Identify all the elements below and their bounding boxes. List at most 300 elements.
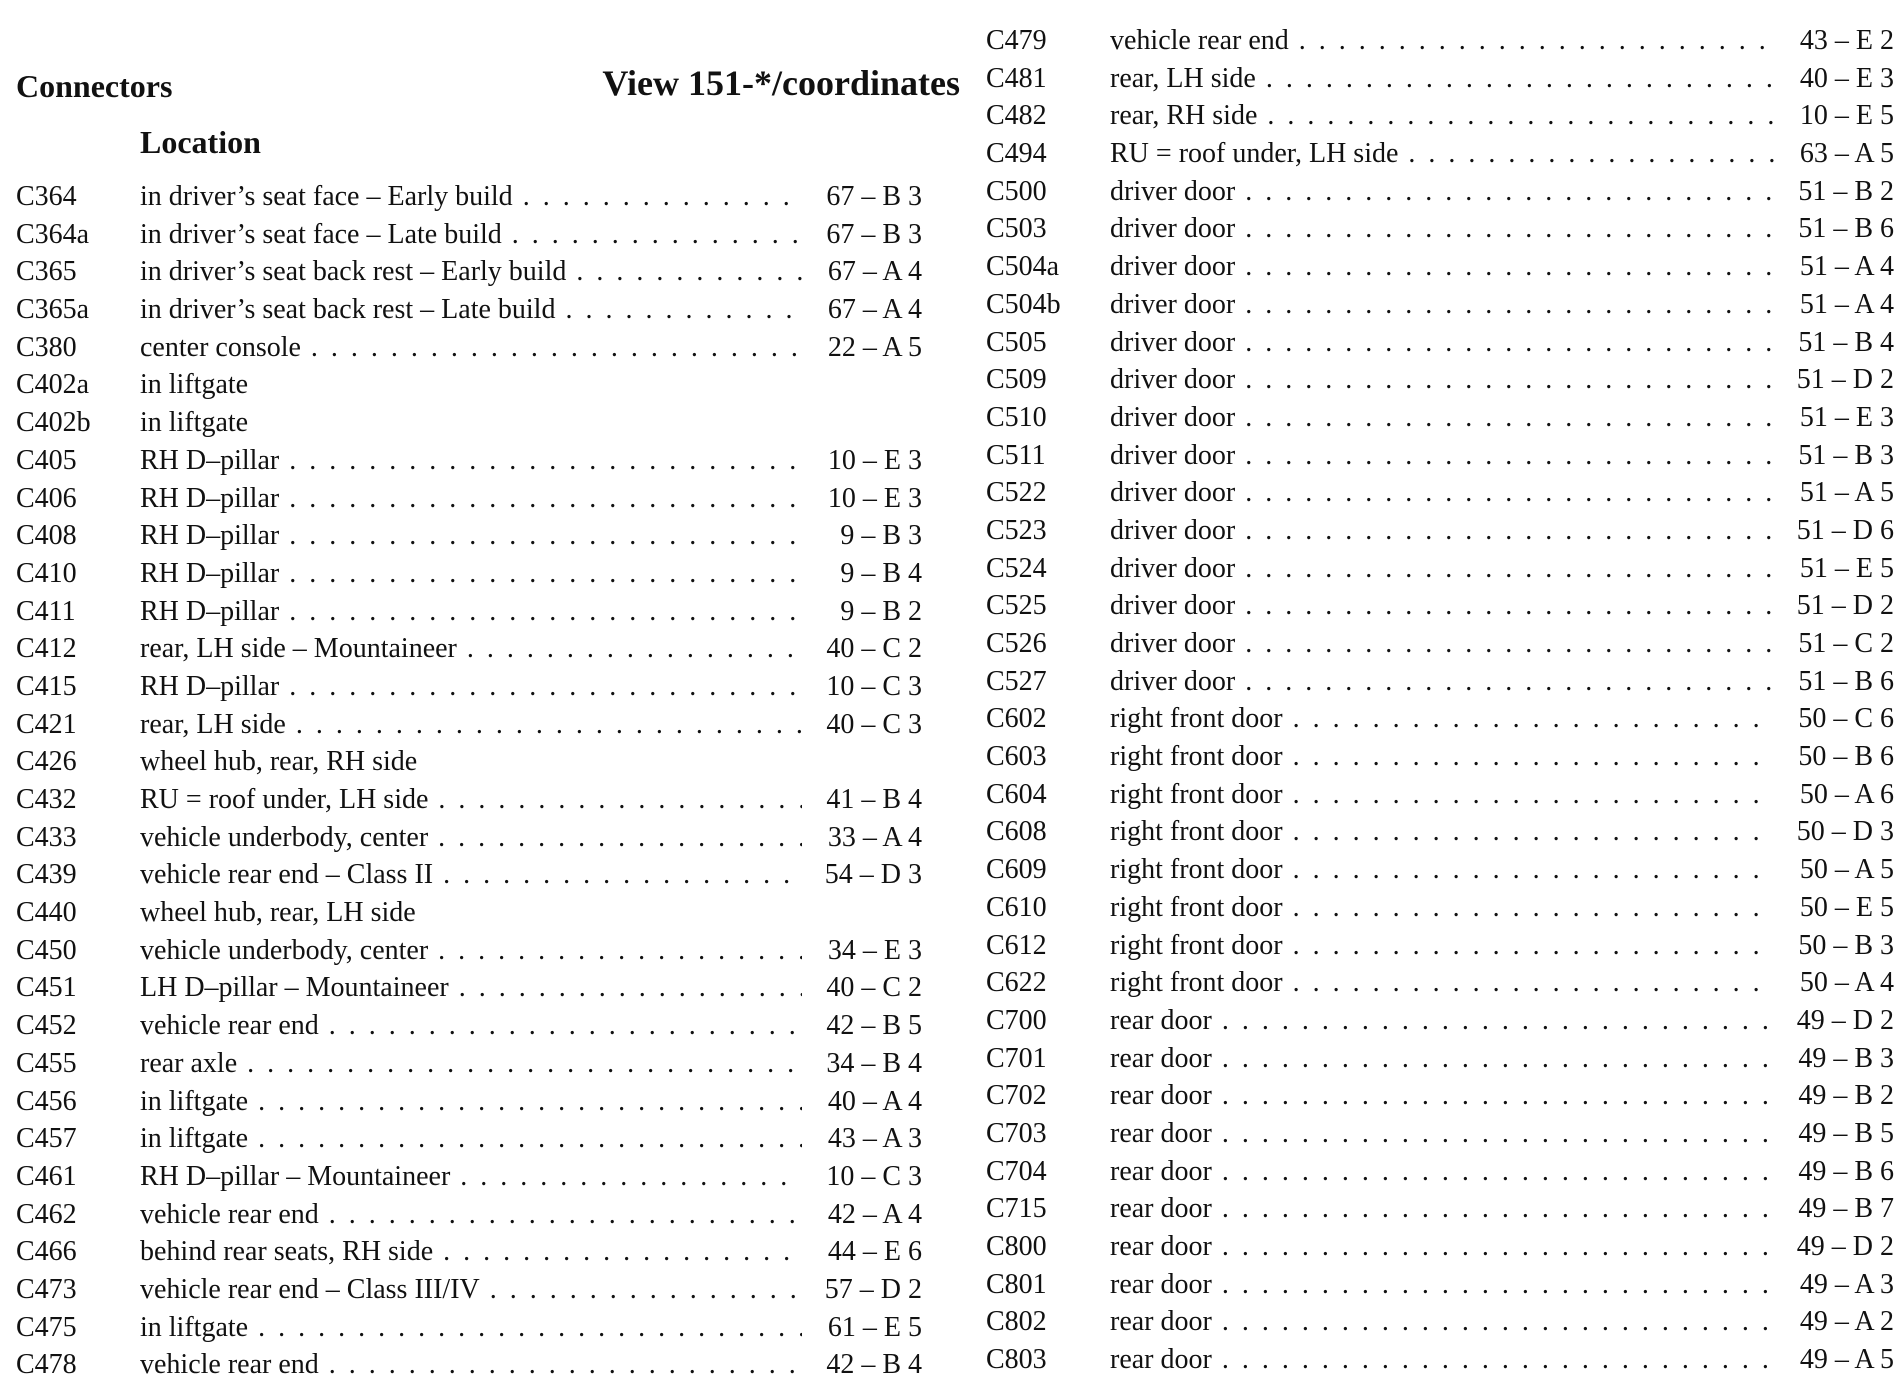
connector-location-cell: [140, 483, 814, 515]
connector-code: C702: [986, 1080, 1047, 1112]
connector-coordinates: 67 – A 4: [827, 294, 922, 326]
connector-code: C402b: [16, 407, 91, 439]
connector-location: vehicle rear end: [1110, 25, 1289, 56]
connector-location: vehicle underbody, center: [140, 821, 429, 853]
connector-location: rear, LH side: [140, 708, 286, 740]
connector-row: [986, 477, 1894, 515]
connector-location-cell: [1110, 1231, 1786, 1263]
connector-coordinates: 67 – B 3: [826, 181, 922, 212]
connector-row: [986, 1193, 1894, 1231]
dot-leader: [1293, 703, 1774, 735]
connector-location-cell: [1110, 1344, 1786, 1376]
connector-location-cell: [140, 256, 814, 288]
connector-code: C455: [16, 1047, 77, 1079]
connector-code: C402a: [16, 369, 90, 401]
connector-row: [16, 1010, 922, 1048]
connector-location-cell: [1110, 402, 1786, 434]
connector-location-cell: [1110, 892, 1786, 924]
dot-leader: [1293, 779, 1774, 811]
dot-leader: [438, 935, 802, 967]
connector-row: [986, 1344, 1894, 1382]
connector-coordinates: 50 – A 4: [1799, 967, 1894, 999]
connector-row: [986, 628, 1894, 666]
connector-coordinates: 61 – E 5: [827, 1311, 922, 1343]
connector-code: C523: [986, 514, 1047, 546]
connector-code: C421: [16, 708, 77, 740]
connector-location-cell: [1110, 590, 1786, 622]
connector-coordinates: 49 – B 5: [1798, 1117, 1894, 1149]
connector-location: right front door: [1110, 741, 1283, 773]
connector-location: driver door: [1110, 364, 1236, 396]
connector-coordinates: 34 – E 3: [827, 934, 922, 966]
dot-leader: [1293, 967, 1774, 999]
connector-location: in liftgate: [140, 369, 249, 401]
connector-coordinates: 49 – D 2: [1796, 1004, 1894, 1036]
connector-location: rear door: [1110, 1193, 1212, 1225]
dot-leader: [443, 1236, 802, 1268]
connector-row: [16, 1123, 922, 1161]
connector-code: C432: [16, 784, 77, 815]
connector-location-cell: [140, 859, 814, 891]
connector-location-cell: [140, 558, 814, 590]
connector-location: in liftgate: [140, 1311, 249, 1343]
connector-code: C715: [986, 1193, 1047, 1225]
connector-location-cell: [1110, 327, 1786, 359]
connector-code: C482: [986, 100, 1047, 132]
connector-location: in driver’s seat face – Early build: [140, 181, 513, 212]
connector-row: [16, 1236, 922, 1274]
connector-location-cell: [1110, 138, 1786, 170]
dot-leader: [289, 558, 802, 590]
connector-location: vehicle rear end: [140, 1198, 319, 1230]
connector-code: C505: [986, 326, 1047, 358]
connector-code: C504a: [986, 251, 1060, 283]
connector-row: [16, 671, 922, 709]
connector-row: [986, 892, 1894, 930]
dot-leader: [247, 1048, 802, 1080]
dot-leader: [1245, 251, 1774, 283]
connector-row: [986, 327, 1894, 365]
dot-leader: [1293, 816, 1774, 848]
dot-leader: [1408, 138, 1774, 170]
connector-coordinates: 50 – B 3: [1798, 929, 1894, 961]
connector-location: in liftgate: [140, 1085, 249, 1117]
dot-leader: [311, 332, 802, 364]
dot-leader: [1222, 1231, 1774, 1263]
connector-location-cell: [1110, 289, 1786, 321]
connector-code: C473: [16, 1273, 77, 1305]
dot-leader: [1245, 289, 1774, 321]
connector-location: right front door: [1110, 854, 1283, 886]
connector-coordinates: 51 – B 4: [1798, 326, 1894, 358]
connector-row: [16, 1349, 922, 1387]
dot-leader: [1245, 176, 1774, 208]
connector-code: C527: [986, 665, 1047, 697]
connector-coordinates: 51 – B 6: [1798, 665, 1894, 697]
connector-code: C408: [16, 520, 77, 552]
connector-coordinates: 49 – A 5: [1799, 1344, 1894, 1376]
connector-code: C462: [16, 1198, 77, 1230]
dot-leader: [1222, 1005, 1774, 1037]
connector-coordinates: 10 – C 3: [826, 1160, 922, 1192]
connector-code: C704: [986, 1155, 1047, 1187]
connector-location-cell: [1110, 1118, 1786, 1150]
connector-coordinates: 10 – E 3: [827, 482, 922, 514]
connector-row: [986, 1269, 1894, 1307]
connector-code: C365: [16, 256, 77, 288]
connector-coordinates: 33 – A 4: [827, 821, 922, 853]
connector-code: C478: [16, 1349, 77, 1381]
connector-location: vehicle rear end – Class III/IV: [140, 1273, 480, 1305]
connector-code: C510: [986, 401, 1047, 433]
connector-location: right front door: [1110, 778, 1283, 810]
connector-code: C622: [986, 967, 1047, 999]
dot-leader: [523, 181, 802, 213]
connector-row: [16, 294, 922, 332]
connector-code: C481: [986, 62, 1047, 94]
connector-location: RU = roof under, LH side: [1110, 138, 1399, 170]
connector-coordinates: 51 – A 4: [1799, 288, 1894, 320]
connector-code: C475: [16, 1311, 77, 1343]
connector-location-cell: [140, 1123, 814, 1155]
connector-location-cell: [140, 407, 814, 439]
dot-leader: [1245, 402, 1774, 434]
connector-coordinates: 57 – D 2: [824, 1273, 922, 1305]
connector-code: C524: [986, 552, 1047, 584]
connector-row: [986, 553, 1894, 591]
connector-coordinates: 51 – D 2: [1796, 590, 1894, 622]
connector-location: driver door: [1110, 590, 1236, 622]
dot-leader: [1245, 590, 1774, 622]
dot-leader: [289, 445, 802, 477]
connector-row: [986, 1118, 1894, 1156]
connector-row: [986, 100, 1894, 138]
connector-location-cell: [1110, 25, 1786, 57]
connector-location-cell: [140, 709, 814, 741]
connector-coordinates: 49 – A 2: [1799, 1306, 1894, 1338]
connector-location-cell: [1110, 1080, 1786, 1112]
connector-coordinates: 54 – D 3: [824, 859, 922, 891]
connector-code: C466: [16, 1236, 77, 1268]
connector-location-cell: [1110, 364, 1786, 396]
connector-coordinates: 51 – C 2: [1798, 628, 1894, 659]
connector-location-cell: [140, 520, 814, 552]
dot-leader: [443, 859, 802, 891]
connector-row: [986, 63, 1894, 101]
connector-location: driver door: [1110, 439, 1236, 471]
connector-row: [986, 1005, 1894, 1043]
dot-leader: [1245, 440, 1774, 472]
connector-location: driver door: [1110, 514, 1236, 546]
connector-coordinates: 43 – E 2: [1799, 25, 1894, 56]
connector-row: [986, 251, 1894, 289]
connector-code: C701: [986, 1042, 1047, 1074]
connector-row: [16, 407, 922, 445]
connector-coordinates: 10 – C 3: [826, 670, 922, 702]
connector-coordinates: 50 – B 6: [1798, 741, 1894, 773]
connector-location: in driver’s seat back rest – Late build: [140, 294, 556, 326]
connector-code: C602: [986, 703, 1047, 735]
connector-location-cell: [1110, 967, 1786, 999]
dot-leader: [1222, 1156, 1774, 1188]
connector-code: C456: [16, 1085, 77, 1117]
connector-coordinates: 51 – B 6: [1798, 213, 1894, 245]
connector-location-cell: [140, 219, 814, 251]
connector-coordinates: 9 – B 4: [840, 557, 922, 589]
connector-location: right front door: [1110, 967, 1283, 999]
connector-location-cell: [1110, 63, 1786, 95]
connector-location: rear door: [1110, 1231, 1212, 1262]
connector-location: driver door: [1110, 288, 1236, 320]
connector-coordinates: 67 – A 4: [827, 256, 922, 288]
connector-row: [986, 213, 1894, 251]
connector-row: [986, 1080, 1894, 1118]
connector-row: [16, 181, 922, 219]
connector-location: rear door: [1110, 1344, 1212, 1376]
connector-location-cell: [140, 972, 814, 1004]
dot-leader: [1245, 515, 1774, 547]
connector-row: [16, 1274, 922, 1312]
connector-row: [986, 741, 1894, 779]
dot-leader: [329, 1199, 802, 1231]
dot-leader: [289, 596, 802, 628]
connector-coordinates: 50 – A 6: [1799, 778, 1894, 810]
connector-row: [16, 897, 922, 935]
connector-coordinates: 49 – D 2: [1796, 1231, 1894, 1262]
connector-coordinates: 51 – A 5: [1799, 477, 1894, 509]
connector-code: C803: [986, 1344, 1047, 1376]
connector-location-cell: [140, 445, 814, 477]
connector-location-cell: [1110, 666, 1786, 698]
dot-leader: [576, 256, 802, 288]
dot-leader: [1293, 930, 1774, 962]
connector-location-cell: [1110, 1043, 1786, 1075]
connector-row: [986, 1156, 1894, 1194]
dot-leader: [329, 1349, 802, 1381]
connector-code: C426: [16, 746, 77, 778]
connector-coordinates: 51 – E 5: [1799, 552, 1894, 584]
connector-location-cell: [1110, 515, 1786, 547]
connector-location: in driver’s seat face – Late build: [140, 218, 502, 250]
connector-location: rear, LH side – Mountaineer: [140, 633, 457, 665]
connector-location-cell: [1110, 176, 1786, 208]
dot-leader: [438, 784, 802, 816]
connector-code: C604: [986, 778, 1047, 810]
connector-row: [986, 967, 1894, 1005]
dot-leader: [490, 1274, 802, 1306]
connector-coordinates: 49 – B 2: [1798, 1080, 1894, 1112]
connector-coordinates: 41 – B 4: [826, 784, 922, 815]
connector-row: [16, 859, 922, 897]
connector-row: [16, 935, 922, 973]
connector-location-cell: [140, 897, 814, 929]
connector-coordinates: 40 – C 2: [826, 972, 922, 1004]
connector-row: [16, 1199, 922, 1237]
connector-row: [986, 703, 1894, 741]
connector-code: C461: [16, 1160, 77, 1192]
connector-code: C526: [986, 628, 1047, 659]
connector-location-cell: [1110, 1156, 1786, 1188]
connector-coordinates: 49 – B 3: [1798, 1042, 1894, 1074]
connector-location-cell: [140, 369, 814, 401]
connector-code: C410: [16, 557, 77, 589]
connector-location: vehicle rear end – Class II: [140, 859, 434, 891]
connector-code: C612: [986, 929, 1047, 961]
connector-code: C504b: [986, 288, 1061, 320]
connector-location-cell: [1110, 628, 1786, 660]
connector-code: C452: [16, 1010, 77, 1042]
connector-coordinates: 67 – B 3: [826, 218, 922, 250]
connector-location-cell: [140, 1086, 814, 1118]
connector-location: in driver’s seat back rest – Early build: [140, 256, 567, 288]
connector-location: vehicle rear end: [140, 1010, 319, 1042]
connector-code: C440: [16, 897, 77, 929]
connector-coordinates: 43 – A 3: [827, 1123, 922, 1155]
connector-code: C479: [986, 25, 1047, 56]
connector-location-cell: [140, 332, 814, 364]
dot-leader: [1293, 741, 1774, 773]
connector-location: rear door: [1110, 1117, 1212, 1149]
connector-row: [16, 558, 922, 596]
connector-row: [16, 256, 922, 294]
connector-location: driver door: [1110, 213, 1236, 245]
connector-location: rear door: [1110, 1080, 1212, 1112]
connector-location-cell: [1110, 741, 1786, 773]
connector-location: rear door: [1110, 1306, 1212, 1338]
connector-code: C503: [986, 213, 1047, 245]
connector-row: [16, 1312, 922, 1350]
connector-code: C457: [16, 1123, 77, 1155]
connector-code: C609: [986, 854, 1047, 886]
connector-code: C511: [986, 439, 1046, 471]
dot-leader: [1245, 666, 1774, 698]
view-coordinates-heading: View 151-*/coordinates: [602, 63, 960, 103]
dot-leader: [258, 1123, 802, 1155]
connector-location-cell: [1110, 1269, 1786, 1301]
connector-location: RH D–pillar: [140, 520, 280, 552]
connector-location-cell: [140, 671, 814, 703]
dot-leader: [459, 972, 802, 1004]
connector-location: driver door: [1110, 175, 1236, 207]
connector-coordinates: 51 – B 3: [1798, 439, 1894, 471]
connector-location: rear door: [1110, 1268, 1212, 1300]
connector-location: right front door: [1110, 929, 1283, 961]
connector-location: driver door: [1110, 628, 1236, 659]
connector-code: C608: [986, 816, 1047, 848]
connector-location-cell: [140, 1236, 814, 1268]
connector-location: RH D–pillar: [140, 595, 280, 627]
dot-leader: [565, 294, 802, 326]
connector-location-cell: [1110, 854, 1786, 886]
connector-code: C364: [16, 181, 77, 212]
connector-coordinates: 50 – A 5: [1799, 854, 1894, 886]
connector-location-cell: [140, 596, 814, 628]
connector-code: C412: [16, 633, 77, 665]
connector-coordinates: 50 – E 5: [1799, 891, 1894, 923]
dot-leader: [1267, 100, 1774, 132]
connector-location-cell: [1110, 440, 1786, 472]
connector-row: [986, 666, 1894, 704]
connector-location-cell: [140, 1161, 814, 1193]
connector-row: [986, 289, 1894, 327]
connector-coordinates: 9 – B 3: [840, 520, 922, 552]
connector-code: C509: [986, 364, 1047, 396]
connector-row: [986, 1231, 1894, 1269]
connector-coordinates: 51 – A 4: [1799, 251, 1894, 283]
connector-code: C433: [16, 821, 77, 853]
connector-location-cell: [140, 1048, 814, 1080]
connector-coordinates: 40 – C 2: [826, 633, 922, 665]
connector-row: [16, 784, 922, 822]
connector-location: driver door: [1110, 251, 1236, 283]
connector-location: driver door: [1110, 665, 1236, 697]
dot-leader: [289, 671, 802, 703]
connector-location: RH D–pillar: [140, 557, 280, 589]
dot-leader: [1245, 364, 1774, 396]
dot-leader: [1245, 553, 1774, 585]
connector-location-cell: [1110, 1306, 1786, 1338]
left-connector-list: [16, 181, 922, 1387]
connector-location-cell: [140, 746, 814, 778]
connector-coordinates: 40 – E 3: [1799, 62, 1894, 94]
connector-location-cell: [1110, 1005, 1786, 1037]
connector-coordinates: 51 – D 6: [1796, 514, 1894, 546]
dot-leader: [289, 520, 802, 552]
connector-location: vehicle underbody, center: [140, 934, 429, 966]
connector-row: [16, 483, 922, 521]
connector-coordinates: 9 – B 2: [840, 595, 922, 627]
connector-location-cell: [140, 181, 814, 213]
connector-location-cell: [140, 294, 814, 326]
connector-location: right front door: [1110, 816, 1283, 848]
connector-coordinates: 63 – A 5: [1799, 138, 1894, 170]
connector-row: [986, 515, 1894, 553]
connector-row: [986, 25, 1894, 63]
connector-location-cell: [140, 1199, 814, 1231]
connector-code: C700: [986, 1004, 1047, 1036]
connector-row: [16, 369, 922, 407]
connector-location: RH D–pillar: [140, 482, 280, 514]
connector-location: rear axle: [140, 1047, 238, 1079]
connector-row: [16, 709, 922, 747]
dot-leader: [296, 709, 802, 741]
connector-location-cell: [1110, 930, 1786, 962]
connector-code: C802: [986, 1306, 1047, 1338]
connector-row: [16, 1161, 922, 1199]
connector-location-cell: [140, 1274, 814, 1306]
connector-location: right front door: [1110, 891, 1283, 923]
dot-leader: [1222, 1269, 1774, 1301]
dot-leader: [258, 1086, 802, 1118]
connector-coordinates: 51 – D 2: [1796, 364, 1894, 396]
connector-location: RH D–pillar: [140, 670, 280, 702]
connector-location-cell: [140, 1312, 814, 1344]
connector-code: C365a: [16, 294, 90, 326]
dot-leader: [1245, 628, 1774, 660]
connector-coordinates: 22 – A 5: [827, 331, 922, 363]
connector-location: driver door: [1110, 401, 1236, 433]
connector-row: [16, 822, 922, 860]
connector-code: C380: [16, 331, 77, 363]
connector-coordinates: 51 – E 3: [1799, 401, 1894, 433]
connector-row: [16, 972, 922, 1010]
dot-leader: [1222, 1306, 1774, 1338]
dot-leader: [1245, 477, 1774, 509]
connector-code: C439: [16, 859, 77, 891]
connector-coordinates: 42 – A 4: [827, 1198, 922, 1230]
connector-location: rear, RH side: [1110, 100, 1258, 132]
connector-code: C603: [986, 741, 1047, 773]
